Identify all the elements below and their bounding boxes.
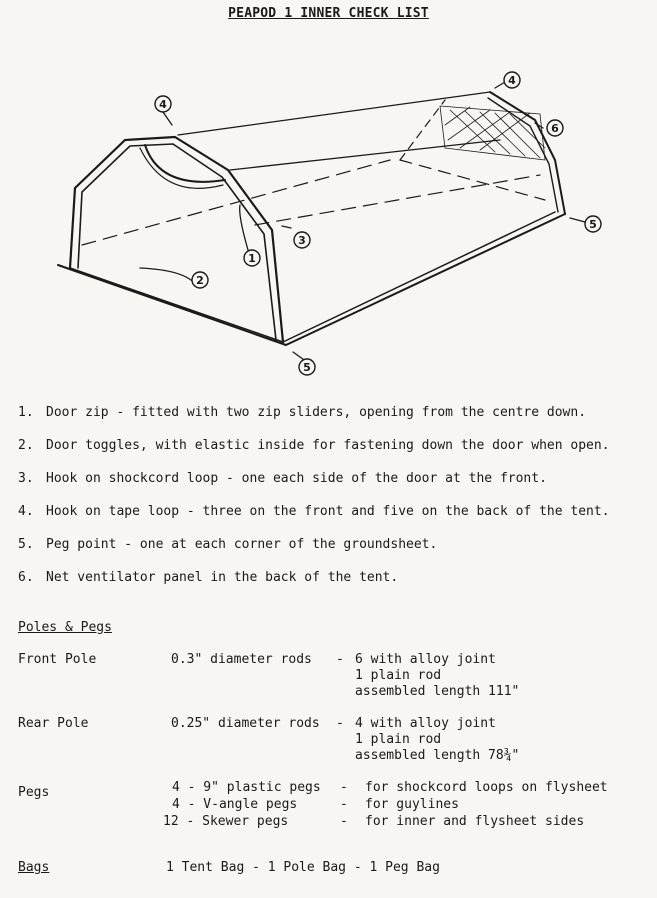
pole-details: 6 with alloy joint 1 plain rod assembled length 111" [355, 652, 520, 699]
pole-dash: - [336, 716, 344, 731]
list-item: 6. Net ventilator panel in the back of the tent. [18, 570, 399, 585]
pole-label: Rear Pole [18, 716, 89, 731]
list-item: 5. Peg point - one at each corner of the groundsheet. [18, 537, 438, 552]
svg-text:4: 4 [508, 74, 516, 87]
pole-details: 4 with alloy joint 1 plain rod assembled length 78¾" [355, 716, 520, 763]
callout-1 [244, 250, 260, 266]
bags-label: Bags [18, 860, 50, 875]
svg-text:6: 6 [551, 122, 559, 135]
list-item: 2. Door toggles, with elastic inside for fastening down the door when open. [18, 438, 610, 453]
callout-4-rear [504, 72, 520, 88]
callout-4-front [155, 96, 171, 112]
peg-dash: - [340, 814, 348, 829]
page-title: PEAPOD 1 INNER CHECK LIST [228, 6, 429, 21]
callout-2 [192, 272, 208, 288]
pole-label: Front Pole [18, 652, 97, 667]
svg-text:3: 3 [298, 234, 306, 247]
pole-spec: 0.25" diameter rods [171, 716, 320, 731]
list-item: 3. Hook on shockcord loop - one each side of the door at the front. [18, 471, 547, 486]
peg-qty: 4 - V-angle pegs [172, 797, 298, 812]
bags-text: 1 Tent Bag - 1 Pole Bag - 1 Peg Bag [166, 860, 440, 875]
callout-5-right [585, 216, 601, 232]
pole-dash: - [336, 652, 344, 667]
callout-3 [294, 232, 310, 248]
peg-dash: - [340, 797, 348, 812]
list-item: 4. Hook on tape loop - three on the front and five on the back of the tent. [18, 504, 610, 519]
pegs-label: Pegs [18, 785, 50, 800]
svg-text:2: 2 [196, 274, 204, 287]
peg-use: for shockcord loops on flysheet [365, 780, 608, 795]
net-panel [440, 106, 545, 160]
peg-qty: 4 - 9" plastic pegs [172, 780, 321, 795]
svg-text:5: 5 [303, 361, 311, 374]
svg-text:1: 1 [248, 252, 256, 265]
callout-6 [547, 120, 563, 136]
svg-text:5: 5 [589, 218, 597, 231]
peg-dash: - [340, 780, 348, 795]
check-list [18, 405, 648, 603]
peg-qty: 12 - Skewer pegs [163, 814, 289, 829]
pole-spec: 0.3" diameter rods [171, 652, 312, 667]
tent-diagram [0, 40, 657, 390]
callout-5-front [299, 359, 315, 375]
svg-text:4: 4 [159, 98, 167, 111]
poles-pegs-heading: Poles & Pegs [18, 620, 112, 635]
list-item: 1. Door zip - fitted with two zip sliders, opening from the centre down. [18, 405, 587, 420]
bags-row [18, 860, 440, 875]
peg-use: for inner and flysheet sides [365, 814, 585, 829]
peg-use: for guylines [365, 797, 459, 812]
